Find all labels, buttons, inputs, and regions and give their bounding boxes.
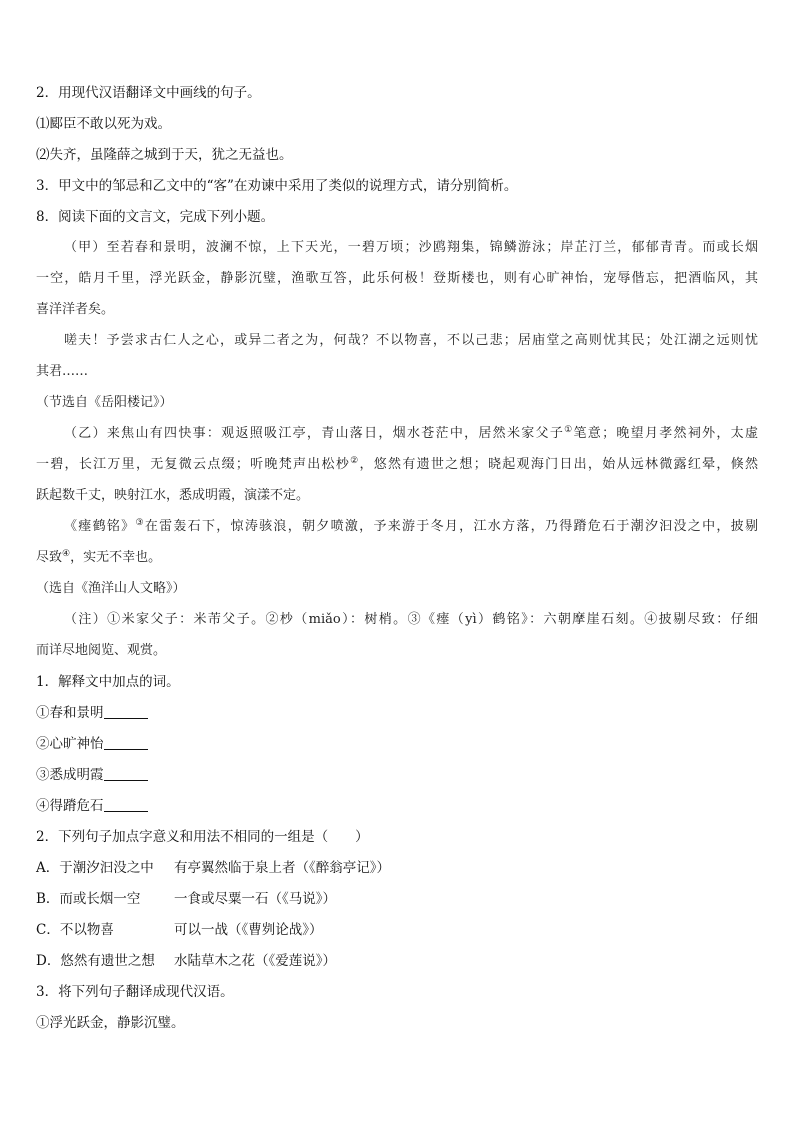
passage-yi-line-5: 尽致④，实无不幸也。 <box>36 549 162 565</box>
passage-yi-note-line-2: 而详尽地阅览、观赏。 <box>36 643 167 658</box>
option-c: C．不以物喜 可以一战（《曹刿论战》） <box>36 922 323 938</box>
passage-jia-line-1: （甲）至若春和景明，波澜不惊，上下天光，一碧万顷；沙鸥翔集，锦鳞游泳；岸芷汀兰，郁郁青青。而或长烟 <box>64 240 758 255</box>
q1-item-2: ②心旷神怡 <box>36 735 148 753</box>
answer-blank[interactable] <box>104 766 148 781</box>
option-d: D．悠然有遗世之想 水陆草木之花（《爱莲说》） <box>36 953 336 969</box>
passage-yi-source: （选自《渔洋山人文略》） <box>36 581 186 596</box>
answer-blank[interactable] <box>104 735 148 750</box>
q2b-header: 2．下列句子加点字意义和用法不相同的一组是（ ） <box>36 829 369 845</box>
passage-jia-line-3: 喜洋洋者矣。 <box>36 302 115 317</box>
passage-jia-line-5: 其君…… <box>36 364 89 379</box>
q2-header: 2．用现代汉语翻译文中画线的句子。 <box>36 85 261 101</box>
option-a: A．于潮汐汩没之中 有亭翼然临于泉上者（《醉翁亭记》） <box>36 860 390 876</box>
passage-jia-source: （节选自《岳阳楼记》） <box>36 395 173 410</box>
q8-header: 8．阅读下面的文言文，完成下列小题。 <box>36 209 275 225</box>
q3b-header: 3．将下列句子翻译成现代汉语。 <box>36 984 234 1000</box>
q2-item-2: ⑵失齐，虽隆薛之城到于天，犹之无益也。 <box>36 147 293 163</box>
q1-item-4: ④得蹐危石 <box>36 797 148 815</box>
passage-yi-line-4: 《瘗鹤铭》③在雷轰石下，惊涛骇浪，朝夕喷激，予来游于冬月，江水方落，乃得蹐危石于潮汐汩没之中，披剔 <box>64 518 758 534</box>
answer-blank[interactable] <box>104 797 148 812</box>
q1-header: 1．解释文中加点的词。 <box>36 674 180 690</box>
answer-blank[interactable] <box>104 704 148 719</box>
passage-jia-line-4: 嗟夫！予尝求古仁人之心，或异二者之为，何哉？不以物喜，不以己悲；居庙堂之高则忧其民；处江湖之远则忧 <box>64 333 758 348</box>
q1-item-3: ③悉成明霞 <box>36 766 148 784</box>
q3b-item-1: ①浮光跃金，静影沉璧。 <box>36 1015 185 1031</box>
passage-yi-line-1: （乙）来焦山有四快事：观返照吸江亭，青山落日，烟水苍茫中，居然米家父子①笔意；晚望月孝然祠外，太虚 <box>64 425 758 441</box>
q2-item-1: ⑴郾臣不敢以死为戏。 <box>36 116 171 132</box>
passage-yi-line-2: 一碧，长江万里，无复微云点缀；听晚梵声出松杪②，悠然有遗世之想；晓起观海门日出，始从远林微露红晕，倏然 <box>36 456 758 472</box>
option-b: B．而或长烟一空 一食或尽粟一石（《马说》） <box>36 891 336 907</box>
q3-header: 3．甲文中的邹忌和乙文中的“客”在劝谏中采用了类似的说理方式，请分别简析。 <box>36 178 518 194</box>
passage-yi-line-3: 跃起数千丈，映射江水，悉成明霞，演漾不定。 <box>36 488 310 503</box>
passage-jia-line-2: 一空，皓月千里，浮光跃金，静影沉璧，渔歌互答，此乐何极！登斯楼也，则有心旷神怡，宠辱偕忘，把酒临风，其 <box>36 271 758 286</box>
passage-yi-note-line-1: （注）①米家父子：米芾父子。②杪（miǎo）：树梢。③《瘗（yì）鹤铭》：六朝摩崖石刻。④披剔尽致：仔细 <box>64 612 758 627</box>
q1-item-1: ①春和景明 <box>36 704 148 722</box>
